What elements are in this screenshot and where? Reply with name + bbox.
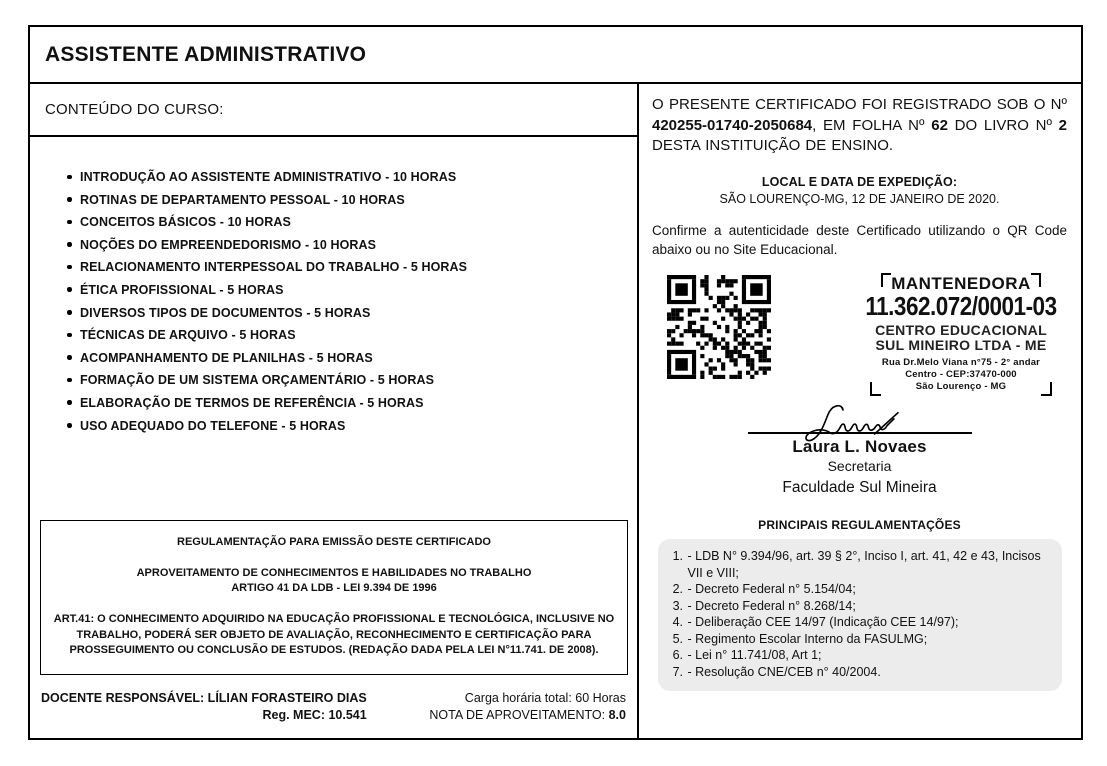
registration-folha: 62 [931, 116, 948, 134]
stamp-address-line1: Rua Dr.Melo Viana n°75 - 2° andar [881, 357, 1041, 369]
course-list-item: ELABORAÇÃO DE TERMOS DE REFERÊNCIA - 5 HORAS [67, 396, 637, 410]
regulations-title: PRINCIPAIS REGULAMENTAÇÕES [758, 518, 961, 533]
course-content-subheader [30, 84, 637, 137]
workload-total: Carga horária total: 60 Horas [464, 691, 626, 706]
regulation-item: 2. - Decreto Federal n° 5.154/04; [687, 581, 1050, 598]
regulation-item: 1. - LDB N° 9.394/96, art. 39 § 2°, Inciso I, art. 41, 42 e 43, Incisos VII e VIII; [687, 548, 1050, 581]
docente-name: DOCENTE RESPONSÁVEL: LÍLIAN FORASTEIRO DIAS [41, 691, 367, 706]
regulations-list-box [658, 539, 1062, 691]
regulations-list [662, 548, 1050, 680]
regulation-item: 3. - Decreto Federal n° 8.268/14; [687, 598, 1050, 615]
regulation-item: 7. - Resolução CNE/CEB n° 40/2004. [687, 664, 1050, 681]
course-list-item: FORMAÇÃO DE UM SISTEMA ORÇAMENTÁRIO - 5 HORAS [67, 373, 637, 387]
course-list-item: ACOMPANHAMENTO DE PLANILHAS - 5 HORAS [67, 351, 637, 365]
right-column [639, 84, 1081, 738]
stamp-org-line2: SUL MINEIRO LTDA - ME [875, 336, 1047, 353]
course-list [67, 170, 637, 441]
stamp-cnpj: 11.362.072/0001-03 [865, 292, 1057, 322]
grade-label: NOTA DE APROVEITAMENTO: [429, 708, 609, 723]
regulation-box-subtitle [53, 566, 615, 597]
regulation-box-subtitle-line1: APROVEITAMENTO DE CONHECIMENTOS E HABILIDADES NO TRABALHO [136, 566, 532, 579]
certificate-frame [28, 25, 1083, 740]
expedition-value: SÃO LOURENÇO-MG, 12 DE JANEIRO DE 2020. [719, 192, 1000, 207]
regulation-box-title: REGULAMENTAÇÃO PARA EMISSÃO DESTE CERTIFICADO [177, 536, 491, 549]
workload-block [429, 690, 626, 724]
stamp-address-line3: São Lourenço - MG [915, 380, 1007, 392]
regulation-box-body: ART.41: O CONHECIMENTO ADQUIRIDO NA EDUCAÇÃO PROFISSIONAL E TECNOLÓGICA, INCLUSIVE NO TRABALHO, PODERÁ SER OBJETO DE AVALIAÇÃO, RECONHECIMENTO E CERTIFICAÇÃO PARA PROSSEGUIMENTO OU CONCLUSÃO DE ESTUDOS. (REDAÇÃO DADA PELA LEI N°11.741. DE 2008). [53, 612, 615, 657]
qr-code-icon [667, 275, 771, 379]
regulation-box [40, 520, 628, 675]
registration-statement [652, 95, 1067, 157]
stamp-header: MANTENEDORA [881, 273, 1041, 293]
docente-block [41, 690, 367, 724]
regulation-item: 5. - Regimento Escolar Interno da FASULMG; [687, 631, 1050, 648]
registration-text: DESTA INSTITUIÇÃO DE ENSINO. [652, 137, 894, 155]
stamp-address [870, 356, 1052, 396]
left-column [30, 84, 639, 738]
registration-text: , EM FOLHA Nº [812, 116, 932, 134]
course-list-item: ÉTICA PROFISSIONAL - 5 HORAS [67, 283, 637, 297]
course-title: ASSISTENTE ADMINISTRATIVO [45, 42, 367, 66]
regulation-item: 6. - Lei n° 11.741/08, Art 1; [687, 647, 1050, 664]
left-footer [30, 690, 637, 738]
grade-line [429, 707, 626, 724]
stamp-org-line1: CENTRO EDUCACIONAL [875, 321, 1047, 338]
course-content-label: CONTEÚDO DO CURSO: [45, 101, 224, 118]
certificate-body [30, 84, 1081, 738]
course-list-item: TÉCNICAS DE ARQUIVO - 5 HORAS [67, 328, 637, 342]
course-list-item: CONCEITOS BÁSICOS - 10 HORAS [67, 215, 637, 229]
regulation-box-subtitle-line2: ARTIGO 41 DA LDB - LEI 9.394 DE 1996 [231, 582, 437, 595]
title-row [30, 27, 1081, 84]
regulation-item: 4. - Deliberação CEE 14/97 (Indicação CEE 14/97); [687, 614, 1050, 631]
registration-number: 420255-01740-2050684 [652, 116, 813, 134]
signatory-name: Laura L. Novaes [792, 437, 927, 457]
authenticity-note: Confirme a autenticidade deste Certificado utilizando o QR Code abaixo ou no Site Educacional. [652, 222, 1067, 257]
expedition-block [652, 174, 1067, 209]
signature-block [652, 401, 1067, 497]
authentication-row [652, 273, 1067, 399]
registration-livro: 2 [1058, 116, 1067, 134]
registration-text: O PRESENTE CERTIFICADO FOI REGISTRADO SOB O Nº [652, 96, 1067, 113]
course-list-item: DIVERSOS TIPOS DE DOCUMENTOS - 5 HORAS [67, 306, 637, 320]
grade-value: 8.0 [608, 708, 626, 723]
course-list-item: ROTINAS DE DEPARTAMENTO PESSOAL - 10 HORAS [67, 193, 637, 207]
signatory-org: Faculdade Sul Mineira [782, 479, 937, 497]
docente-reg-mec: Reg. MEC: 10.541 [262, 708, 367, 723]
course-list-item: INTRODUÇÃO AO ASSISTENTE ADMINISTRATIVO - 10 HORAS [67, 170, 637, 184]
course-list-item: USO ADEQUADO DO TELEFONE - 5 HORAS [67, 419, 637, 433]
signatory-role: Secretaria [827, 458, 892, 475]
maintainer-stamp [856, 273, 1066, 395]
registration-text: DO LIVRO Nº [947, 116, 1059, 134]
stamp-address-line2: Centro - CEP:37470-000 [905, 369, 1017, 381]
course-list-item: RELACIONAMENTO INTERPESSOAL DO TRABALHO - 5 HORAS [67, 260, 637, 274]
course-list-item: NOÇÕES DO EMPREENDEDORISMO - 10 HORAS [67, 238, 637, 252]
expedition-label: LOCAL E DATA DE EXPEDIÇÃO: [761, 174, 958, 189]
stamp-org [856, 323, 1066, 352]
